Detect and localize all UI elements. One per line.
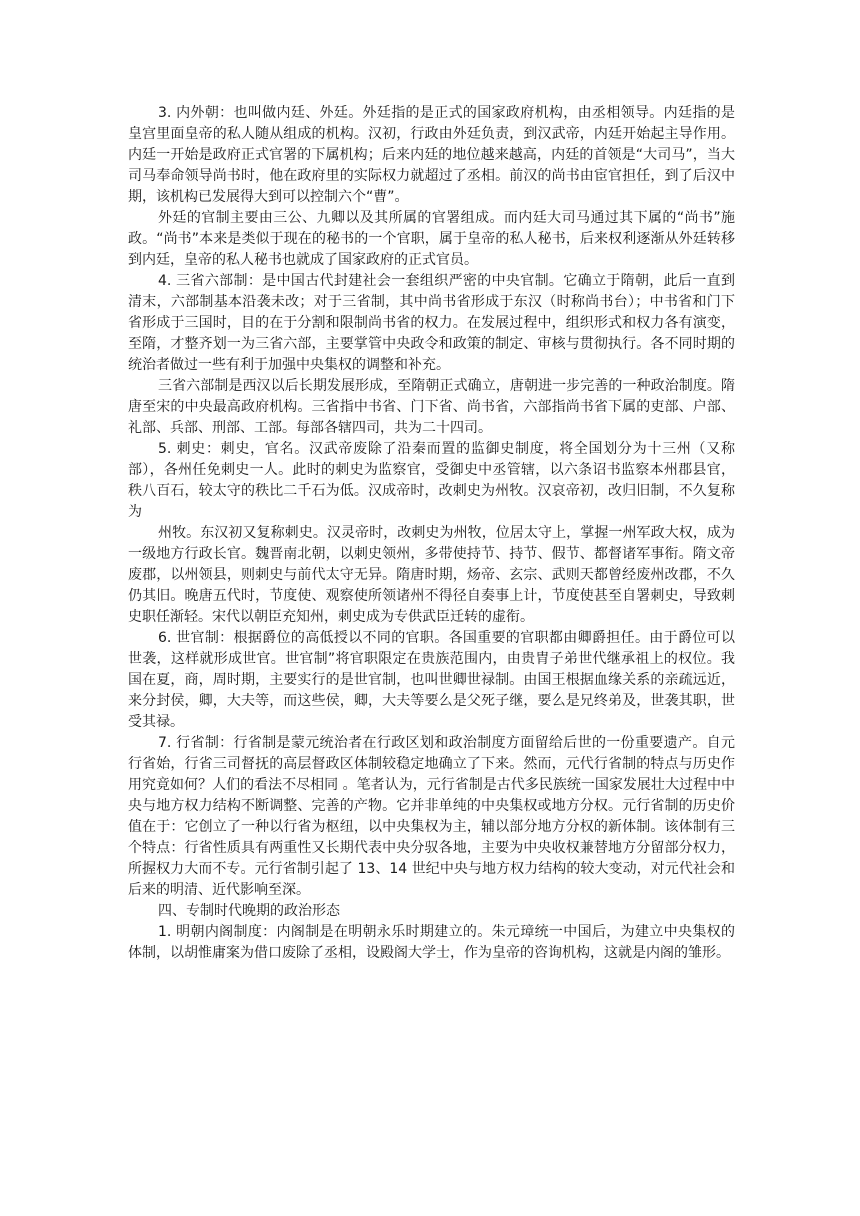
paragraph-cishi-continued: 州牧。东汉初又复称刺史。汉灵帝时，改刺史为州牧，位居太守上，掌握一州军政大权，成为一级地方行政长官。魏晋南北朝，以刺史领州，多带使持节、持节、假节、都督诸军事衔。隋文帝废郡，以州领县，则刺史与前代太守无异。隋唐时期，炀帝、玄宗、武则天都曾经废州改郡，不久仍其旧。晚唐五代时，节度使、观察使所领诸州不得径自奏事上计，节度使甚至自署刺史，导致刺史职任渐轻。宋代以朝臣充知州，刺史成为专供武臣迁转的虚衔。: [128, 525, 735, 625]
section-heading-late-autocracy: 四、专制时代晚期的政治形态: [158, 903, 340, 919]
paragraph-hereditary-office: 6. 世官制：根据爵位的高低授以不同的官职。各国重要的官职都由卿爵担任。由于爵位可以世袭，这样就形成世官。世官制”将官职限定在贵族范围内，由贵胄子弟世代继承祖上的权位。我国在夏，商，周时期，主要实行的是世官制，也叫世卿世禄制。由国王根据血缘关系的亲疏远近，来分封侯，卿，大夫等，而这些侯，卿，大夫等要么是父死子继，要么是兄终弟及，世袭其职，世受其禄。: [128, 630, 735, 730]
document-body: [128, 103, 735, 964]
paragraph-outer-court-officials: 外廷的官制主要由三公、九卿以及其所属的官署组成。而内廷大司马通过其下属的“尚书”施政。“尚书”本来是类似于现在的秘书的一个官职，属于皇帝的私人秘书，后来权利逐渐从外廷转移到内廷，皇帝的私人秘书也就成了国家政府的正式官员。: [128, 210, 735, 268]
paragraph-inner-outer-court: 3. 内外朝：也叫做内廷、外廷。外廷指的是正式的国家政府机构，由丞相领导。内廷指的是皇宫里面皇帝的私人随从组成的机构。汉初，行政由外廷负责，到汉武帝，内廷开始起主导作用。内廷一开始是政府正式官署的下属机构；后来内廷的地位越来越高，内廷的首领是“大司马”，当大司马奉命领导尚书时，他在政府里的实际权力就超过了丞相。前汉的尚书由宦官担任，到了后汉中期，该机构已发展得大到可以控制六个“曹”。: [128, 105, 735, 205]
paragraph-three-departments-detail: 三省六部制是西汉以后长期发展形成，至隋朝正式确立，唐朝进一步完善的一种政治制度。隋唐至宋的中央最高政府机构。三省指中书省、门下省、尚书省，六部指尚书省下属的吏部、户部、礼部、兵部、刑部、工部。每部各辖四司，共为二十四司。: [128, 378, 735, 436]
paragraph-ming-cabinet: 1. 明朝内阁制度：内阁制是在明朝永乐时期建立的。朱元璋统一中国后，为建立中央集权的体制，以胡惟庸案为借口废除了丞相，设殿阁大学士，作为皇帝的咨询机构，这就是内阁的雏形。: [128, 924, 735, 961]
paragraph-three-departments: 4. 三省六部制：是中国古代封建社会一套组织严密的中央官制。它确立于隋朝，此后一直到清末，六部制基本沿袭未改；对于三省制，其中尚书省形成于东汉（时称尚书台）；中书省和门下省形成于三国时，目的在于分割和限制尚书省的权力。在发展过程中，组织形式和权力各有演变，至隋，才整齐划一为三省六部，主要掌管中央政令和政策的制定、审核与贯彻执行。各不同时期的统治者做过一些有利于加强中央集权的调整和补充。: [128, 273, 735, 373]
paragraph-province-system: 7. 行省制：行省制是蒙元统治者在行政区划和政治制度方面留给后世的一份重要遗产。自元行省始，行省三司督抚的高层督政区体制较稳定地确立了下来。然而，元代行省制的特点与历史作用究竟如何？人们的看法不尽相同 。笔者认为，元行省制是古代多民族统一国家发展壮大过程中中央与地方权力结构不断调整、完善的产物。它并非单纯的中央集权或地方分权。元行省制的历史价值在于：它创立了一种以行省为枢纽，以中央集权为主，辅以部分地方分权的新体制。该体制有三个特点：行省性质具有两重性又长期代表中央分驭各地，主要为中央收权兼替地方分留部分权力，所握权力大而不专。元行省制引起了 13、14 世纪中央与地方权力结构的较大变动，对元代社会和后来的明清、近代影响至深。: [128, 735, 735, 898]
paragraph-cishi: 5. 刺史：刺史，官名。汉武帝废除了沿秦而置的监御史制度，将全国划分为十三州（又称部），各州任免刺史一人。此时的刺史为监察官，受御史中丞管辖，以六条诏书监察本州郡县官，秩八百石，较太守的秩比二千石为低。汉成帝时，改刺史为州牧。汉哀帝初，改归旧制，不久复称为: [128, 441, 735, 520]
